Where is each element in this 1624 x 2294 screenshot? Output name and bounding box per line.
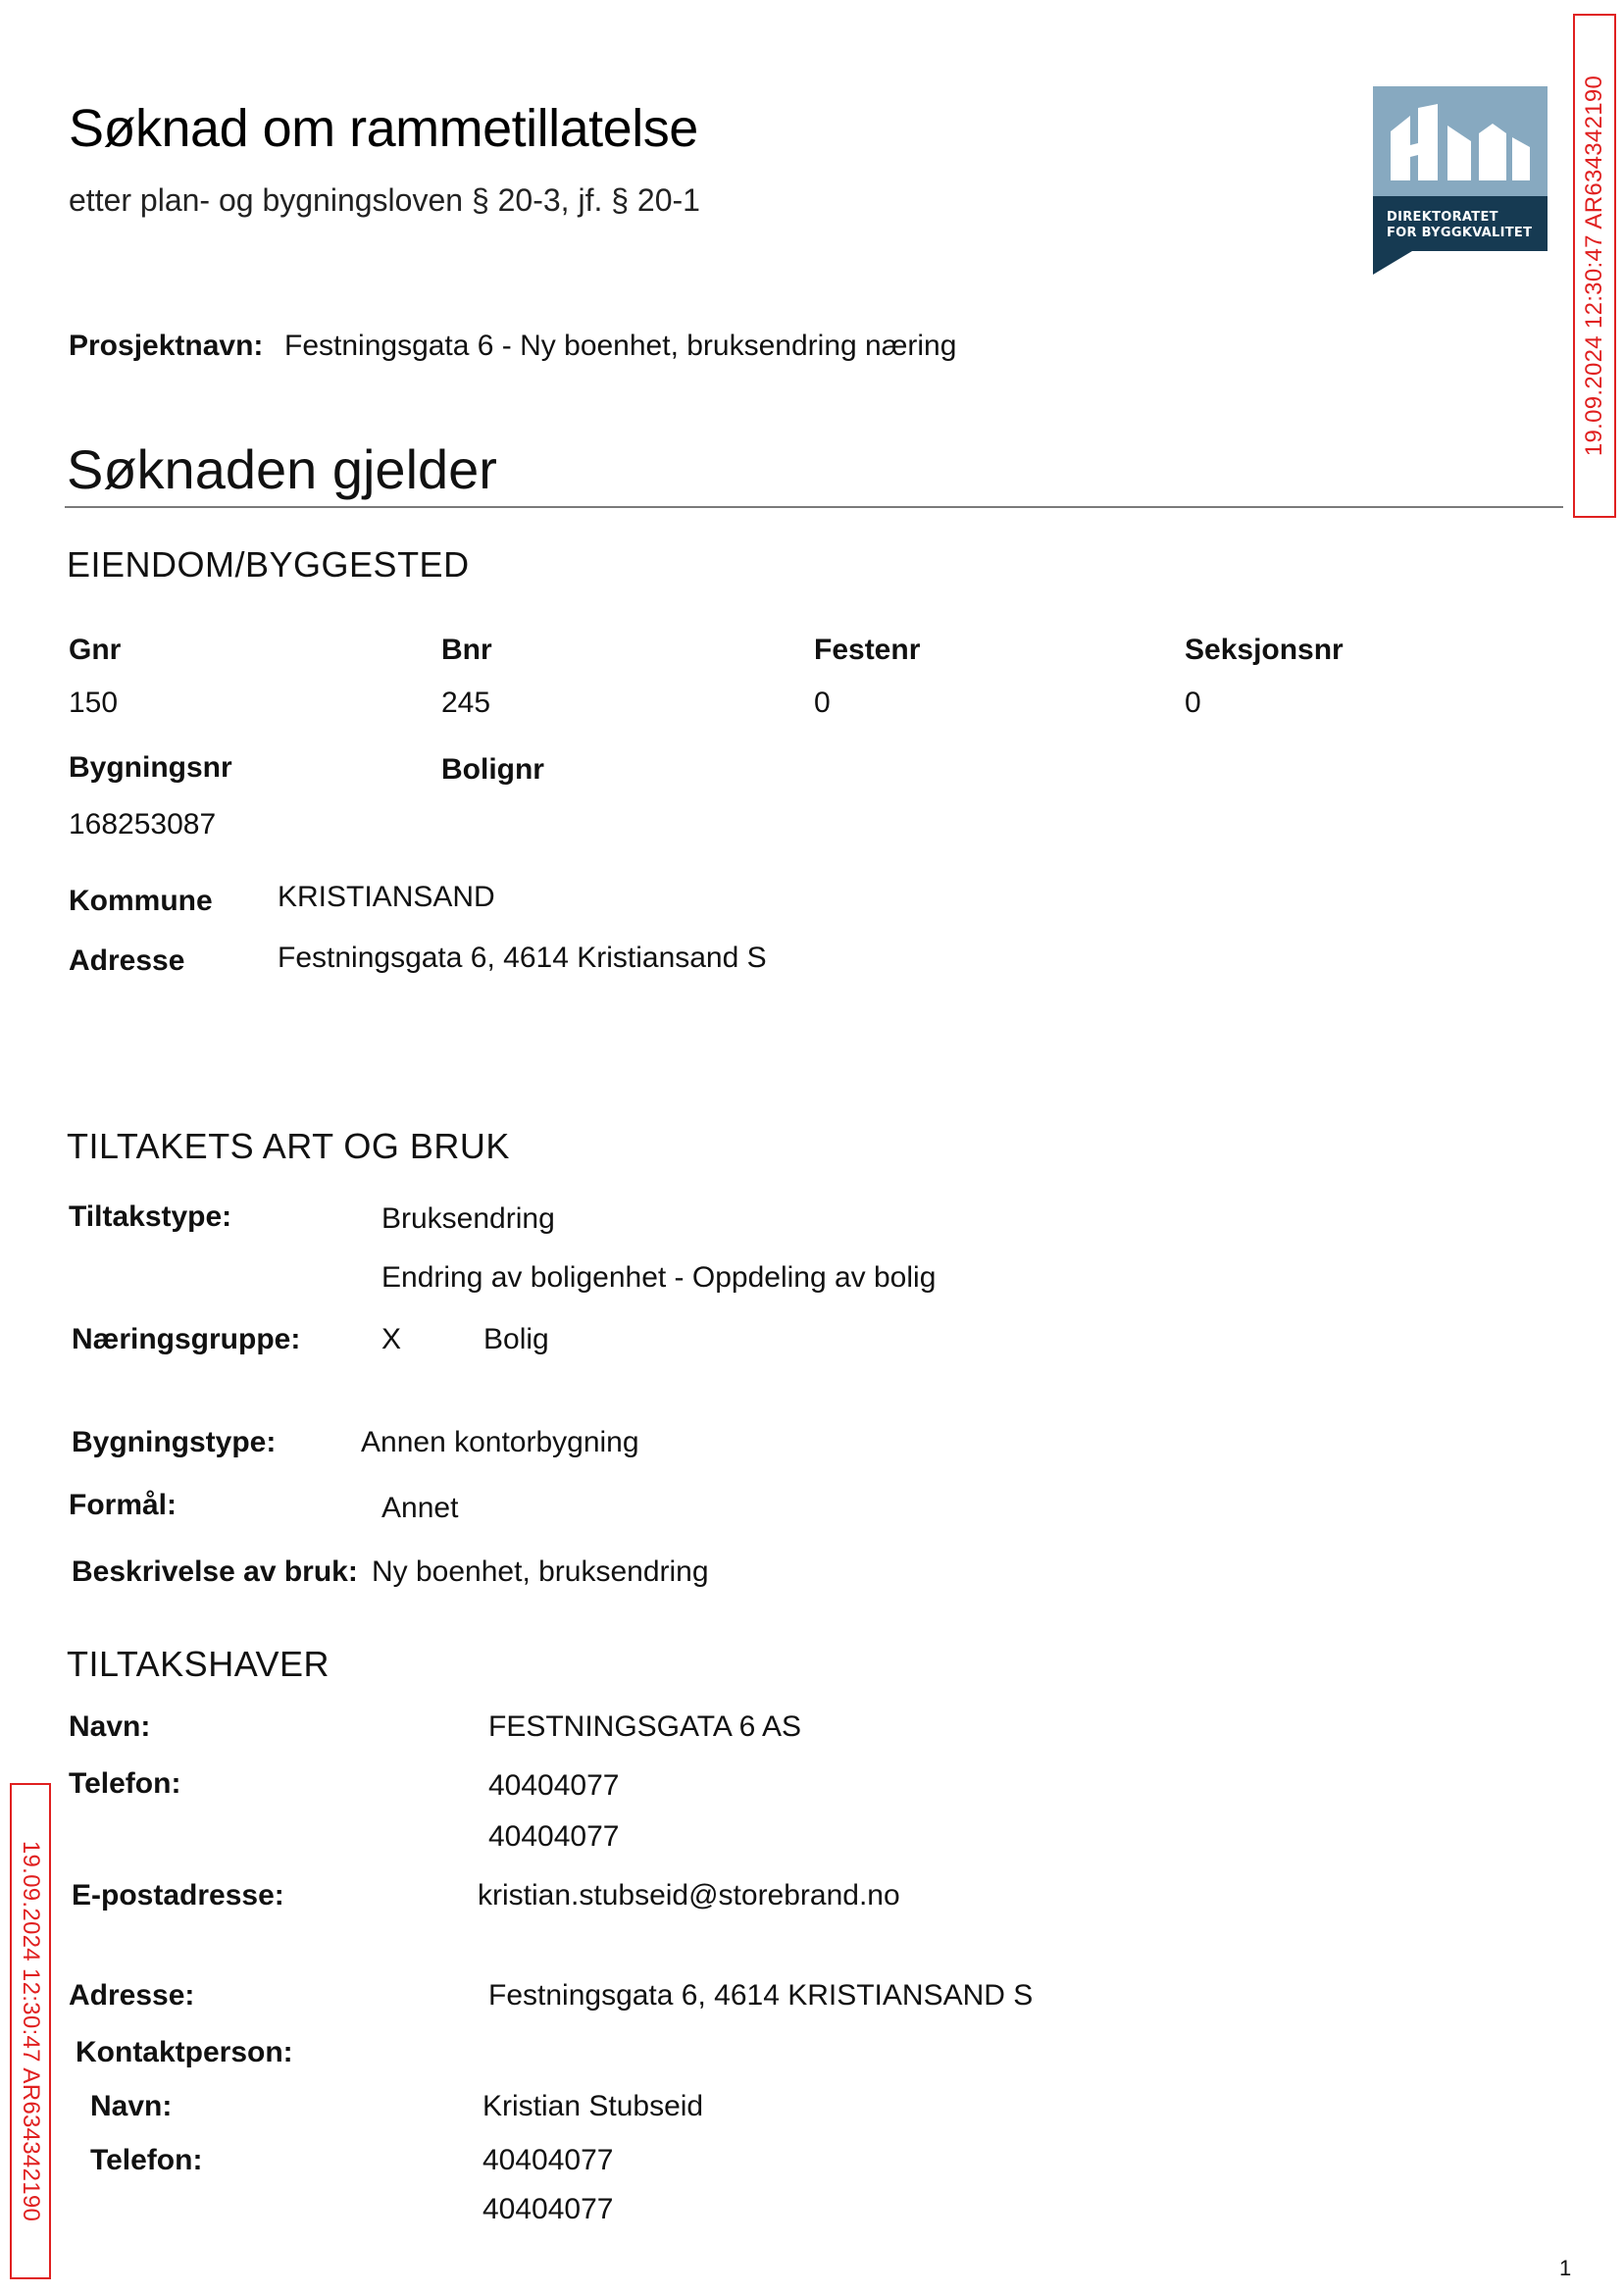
- document-subtitle: etter plan- og bygningsloven § 20-3, jf. § 20-1: [69, 182, 700, 218]
- kommune-value: KRISTIANSAND: [278, 881, 495, 913]
- naeringsgruppe-label: Næringsgruppe:: [72, 1323, 301, 1355]
- logo-building-graphic: [1373, 86, 1548, 196]
- eiendom-heading: EIENDOM/BYGGESTED: [67, 544, 470, 585]
- kontakt-navn-value: Kristian Stubseid: [482, 2090, 704, 2122]
- gnr-label: Gnr: [69, 634, 122, 666]
- tiltakshaver-adresse-value: Festningsgata 6, 4614 KRISTIANSAND S: [488, 1979, 1034, 2012]
- tiltakshaver-telefon-2: 40404077: [488, 1820, 620, 1853]
- project-name-value: Festningsgata 6 - Ny boenhet, bruksendring næring: [284, 330, 957, 362]
- tiltakstype-label: Tiltakstype:: [69, 1200, 232, 1233]
- bnr-value: 245: [441, 687, 491, 719]
- festenr-value: 0: [814, 687, 831, 719]
- stamp-text: 19.09.2024 12:30:47 AR634342190: [18, 1840, 45, 2222]
- tiltak-heading: TILTAKETS ART OG BRUK: [67, 1126, 510, 1166]
- kommune-label: Kommune: [69, 885, 213, 917]
- tiltakshaver-navn-label: Navn:: [69, 1710, 151, 1743]
- tiltakstype-value-2: Endring av boligenhet - Oppdeling av bolig: [381, 1261, 937, 1294]
- adresse-label: Adresse: [69, 944, 185, 977]
- tiltakshaver-telefon-1: 40404077: [488, 1769, 620, 1802]
- page-number: 1: [1559, 2256, 1572, 2280]
- tiltakshaver-navn-value: FESTNINGSGATA 6 AS: [488, 1710, 801, 1743]
- tiltakshaver-telefon-label: Telefon:: [69, 1767, 181, 1800]
- document-title: Søknad om rammetillatelse: [69, 99, 698, 158]
- gnr-value: 150: [69, 687, 119, 719]
- epost-value: kristian.stubseid@storebrand.no: [478, 1879, 900, 1912]
- logo-text-line2: FOR BYGGKVALITET: [1387, 226, 1533, 240]
- naeringsgruppe-value: Bolig: [483, 1323, 549, 1355]
- stamp-text: 19.09.2024 12:30:47 AR634342190: [1581, 75, 1608, 457]
- bygningsnr-value: 168253087: [69, 808, 217, 841]
- bolignr-label: Bolignr: [441, 753, 544, 786]
- section-divider: [65, 506, 1563, 508]
- beskrivelse-label: Beskrivelse av bruk:: [72, 1555, 358, 1588]
- dibk-logo: [1373, 86, 1548, 275]
- bnr-label: Bnr: [441, 634, 492, 666]
- received-stamp-left: [10, 1783, 51, 2279]
- festenr-label: Festenr: [814, 634, 921, 666]
- formal-label: Formål:: [69, 1489, 178, 1521]
- logo-text-line1: DIREKTORATET: [1387, 210, 1498, 225]
- kontaktperson-label: Kontaktperson:: [76, 2036, 293, 2068]
- kontakt-telefon-label: Telefon:: [90, 2144, 203, 2176]
- tiltakstype-value-1: Bruksendring: [381, 1202, 555, 1235]
- logo-tail: [1373, 251, 1412, 275]
- formal-value: Annet: [381, 1492, 459, 1524]
- naeringsgruppe-code: X: [381, 1323, 402, 1355]
- project-name-label: Prosjektnavn:: [69, 330, 264, 362]
- tiltakshaver-heading: TILTAKSHAVER: [67, 1644, 330, 1684]
- beskrivelse-value: Ny boenhet, bruksendring: [372, 1555, 709, 1588]
- tiltakshaver-adresse-label: Adresse:: [69, 1979, 195, 2012]
- adresse-value: Festningsgata 6, 4614 Kristiansand S: [278, 942, 767, 974]
- kontakt-telefon-2: 40404077: [482, 2193, 614, 2225]
- epost-label: E-postadresse:: [72, 1879, 284, 1912]
- bygningstype-value: Annen kontorbygning: [361, 1426, 639, 1458]
- bygningsnr-label: Bygningsnr: [69, 751, 232, 784]
- seksjonsnr-value: 0: [1185, 687, 1201, 719]
- bygningstype-label: Bygningstype:: [72, 1426, 277, 1458]
- seksjonsnr-label: Seksjonsnr: [1185, 634, 1344, 666]
- section-heading: Søknaden gjelder: [67, 438, 497, 500]
- kontakt-navn-label: Navn:: [90, 2090, 173, 2122]
- received-stamp-right: [1573, 14, 1616, 518]
- kontakt-telefon-1: 40404077: [482, 2144, 614, 2176]
